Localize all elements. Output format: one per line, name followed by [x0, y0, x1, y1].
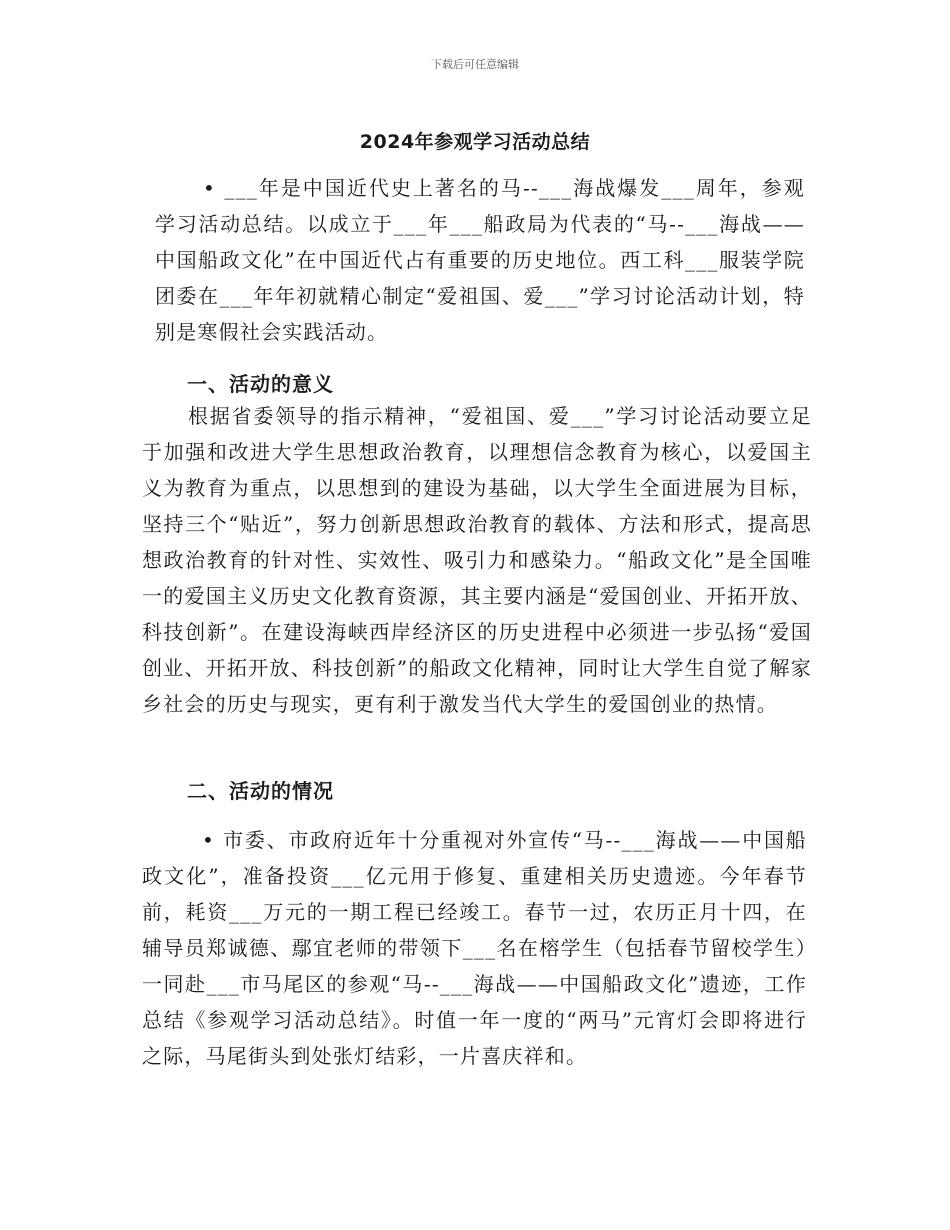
- section-heading-situation: 二、活动的情况: [187, 779, 334, 803]
- document-title: 2024年参观学习活动总结: [359, 131, 591, 153]
- intro-paragraph: • ___年是中国近代史上著名的马--___海战爆发___周年，参观学习活动总结。以成立于___年___船政局为代表的“马--___海战——中国船政文化”在中国近代占有重要的历史地位。西工科___服装学院团委在___年年初就精心制定“爱祖国、爱___”学习讨论活动计划，特别是寒假社会实践活动。: [155, 176, 805, 344]
- section-heading-significance: 一、活动的意义: [187, 372, 334, 396]
- section-body-significance: 根据省委领导的指示精神，“爱祖国、爱___”学习讨论活动要立足于加强和改进大学生思想政治教育，以理想信念教育为核心，以爱国主义为教育为重点，以思想到的建设为基础，以大学生全面进展为目标，坚持三个“贴近”，努力创新思想政治教育的载体、方法和形式，提高思想政治教育的针对性、实效性、吸引力和感染力。“船政文化”是全国唯一的爱国主义历史文化教育资源，其主要内涵是“爱国创业、开拓开放、科技创新”。在建设海峡西岸经济区的历史进程中必须进一步弘扬“爱国创业、开拓开放、科技创新”的船政文化精神，同时让大学生自觉了解家乡社会的历史与现实，更有利于激发当代大学生的爱国创业的热情。: [142, 404, 812, 716]
- section-body-situation: • 市委、市政府近年十分重视对外宣传“马--___海战——中国船政文化”，准备投资___亿元用于修复、重建相关历史遗迹。今年春节前，耗资___万元的一期工程已经竣工。春节一过，农历正月十四，在辅导员郑诚德、鄢宜老师的带领下___名在榕学生（包括春节留校学生）一同赴___市马尾区的参观“马--___海战——中国船政文化”遗迹，工作总结《参观学习活动总结》。时值一年一度的“两马”元宵灯会即将进行之际，马尾街头到处张灯结彩，一片喜庆祥和。: [142, 828, 807, 1068]
- header-note: 下载后可任意编辑: [431, 58, 519, 71]
